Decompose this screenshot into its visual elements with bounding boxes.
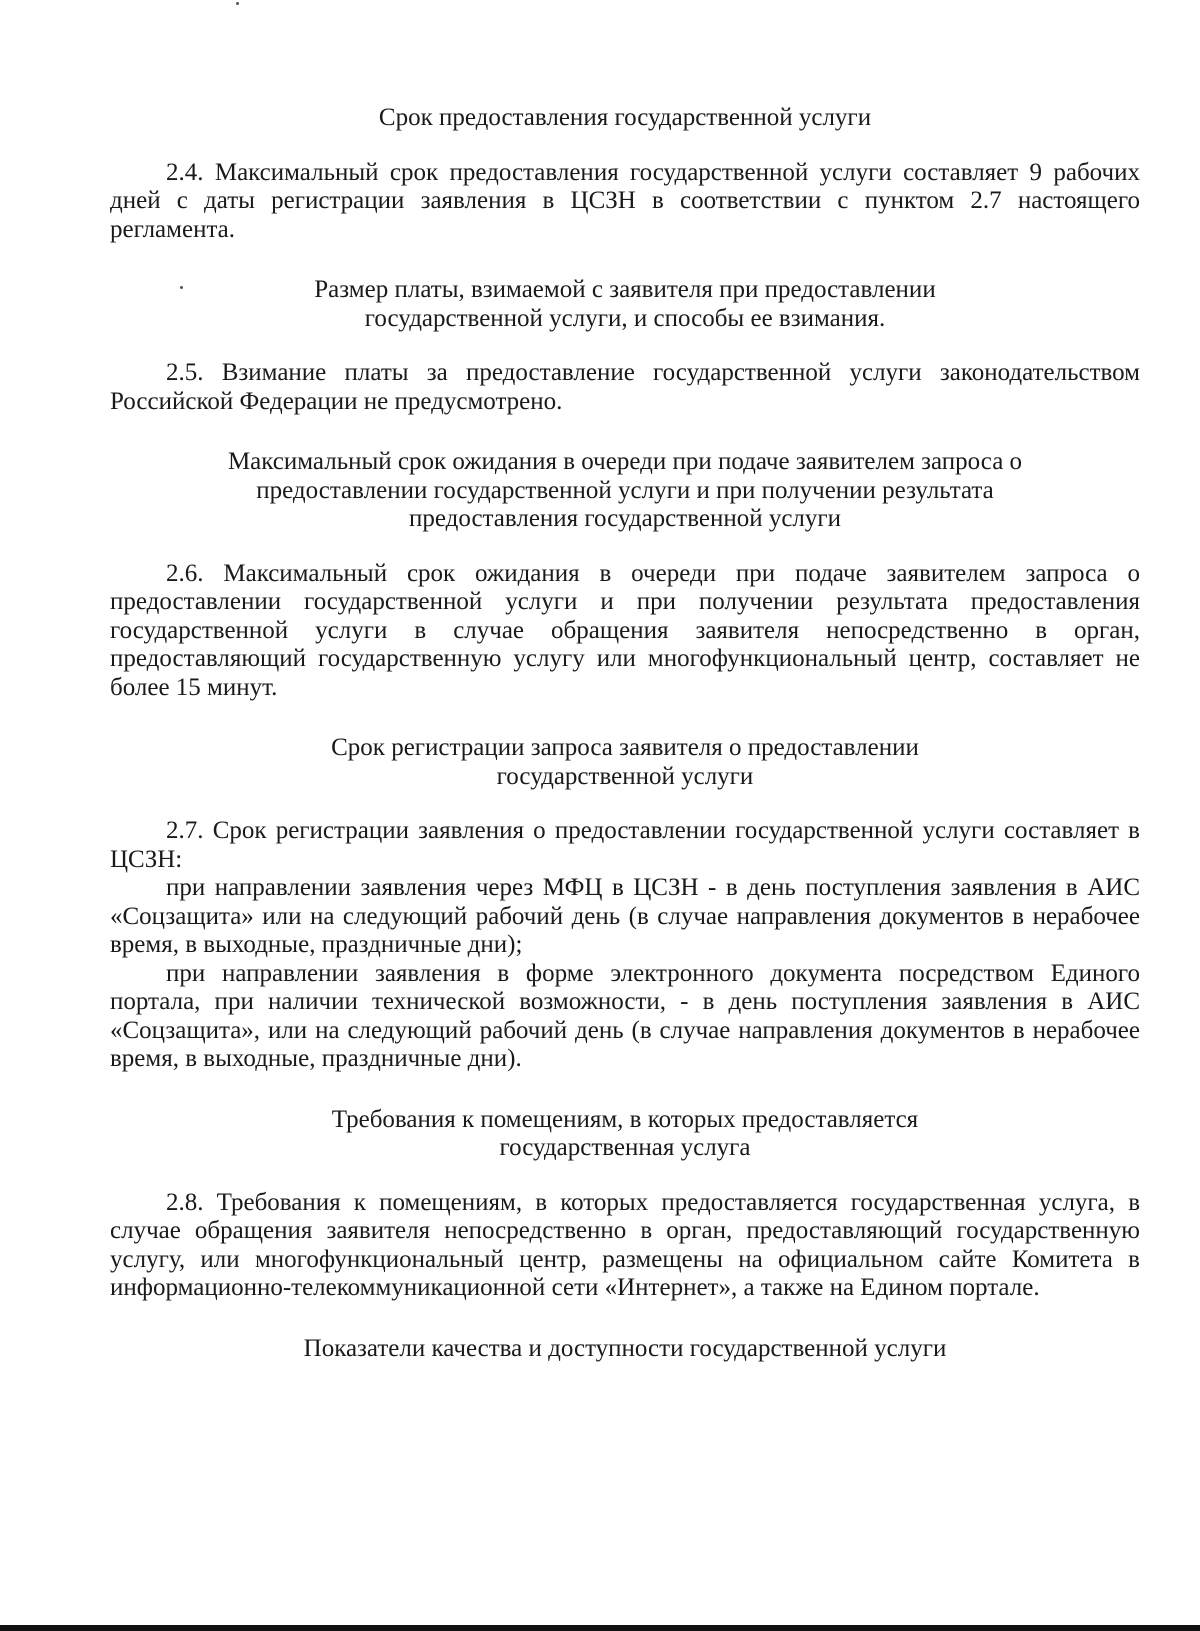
section-queue-time	[110, 448, 1140, 702]
section-heading	[110, 734, 1140, 791]
section-heading	[110, 448, 1140, 534]
heading-line: государственной услуги	[496, 762, 754, 790]
document-body	[110, 104, 1140, 1363]
scan-speck	[236, 2, 239, 5]
section-registration-term	[110, 734, 1140, 1074]
section-heading	[110, 276, 1140, 333]
section-fee	[110, 276, 1140, 416]
scan-speck	[180, 286, 183, 289]
paragraph-2-5: 2.5. Взимание платы за предоставление государственной услуги законодательством Российской Федерации не предусмотрено.	[110, 359, 1140, 415]
section-heading	[110, 104, 1140, 133]
section-service-term	[110, 104, 1140, 244]
heading-line: государственной услуги, и способы ее взимания.	[364, 304, 886, 332]
heading-line: Требования к помещениям, в которых предоставляется	[331, 1105, 919, 1133]
paragraph-2-6: 2.6. Максимальный срок ожидания в очереди при подаче заявителем запроса о предоставлении государственной услуги и при получении результата предоставления государственной услуги в случае обращения заявителя непосредственно в орган, предоставляющий государственную услугу или многофункциональный центр, составляет не более 15 минут.	[110, 559, 1140, 701]
heading-line: государственная услуга	[499, 1134, 751, 1161]
scan-edge	[0, 1625, 1200, 1631]
heading-line: Срок регистрации запроса заявителя о предоставлении	[331, 734, 919, 761]
paragraph-2-7-mfc: при направлении заявления через МФЦ в ЦСЗН - в день поступления заявления в АИС «Соцзащита» или на следующий рабочий день (в случае направления документов в нерабочее время, в выходные, праздничные дни);	[110, 874, 1140, 958]
heading-line: Максимальный срок ожидания в очереди при подаче заявителем запроса о	[227, 448, 1023, 475]
section-heading	[110, 1335, 1140, 1364]
heading-line: предоставления государственной услуги	[408, 505, 842, 532]
heading-line: предоставлении государственной услуги и при получении результата	[256, 476, 994, 504]
paragraph-2-7-portal: при направлении заявления в форме электронного документа посредством Единого портала, при наличии технической возможности, - в день поступления заявления в АИС «Соцзащита», или на следующий рабочий день (в случае направления документов в нерабочее время, в выходные, праздничные дни).	[110, 959, 1140, 1072]
paragraph-2-8: 2.8. Требования к помещениям, в которых предоставляется государственная услуга, в случае обращения заявителя непосредственно в орган, предоставляющий государственную услугу, или многофункциональный центр, размещены на официальном сайте Комитета в информационно-телекоммуникационной сети «Интернет», а также на Едином портале.	[110, 1188, 1140, 1301]
section-quality	[110, 1335, 1140, 1364]
heading-line: Размер платы, взимаемой с заявителя при предоставлении	[314, 276, 936, 303]
heading-line: Показатели качества и доступности государственной услуги	[303, 1334, 947, 1362]
paragraph-2-4: 2.4. Максимальный срок предоставления государственной услуги составляет 9 рабочих дней с даты регистрации заявления в ЦСЗН в соответствии с пунктом 2.7 настоящего регламента.	[110, 158, 1140, 243]
heading-line: Срок предоставления государственной услуги	[378, 104, 872, 131]
section-premises	[110, 1106, 1140, 1303]
section-heading	[110, 1106, 1140, 1163]
paragraph-2-7: 2.7. Срок регистрации заявления о предоставлении государственной услуги составляет в ЦСЗН:	[110, 817, 1140, 873]
